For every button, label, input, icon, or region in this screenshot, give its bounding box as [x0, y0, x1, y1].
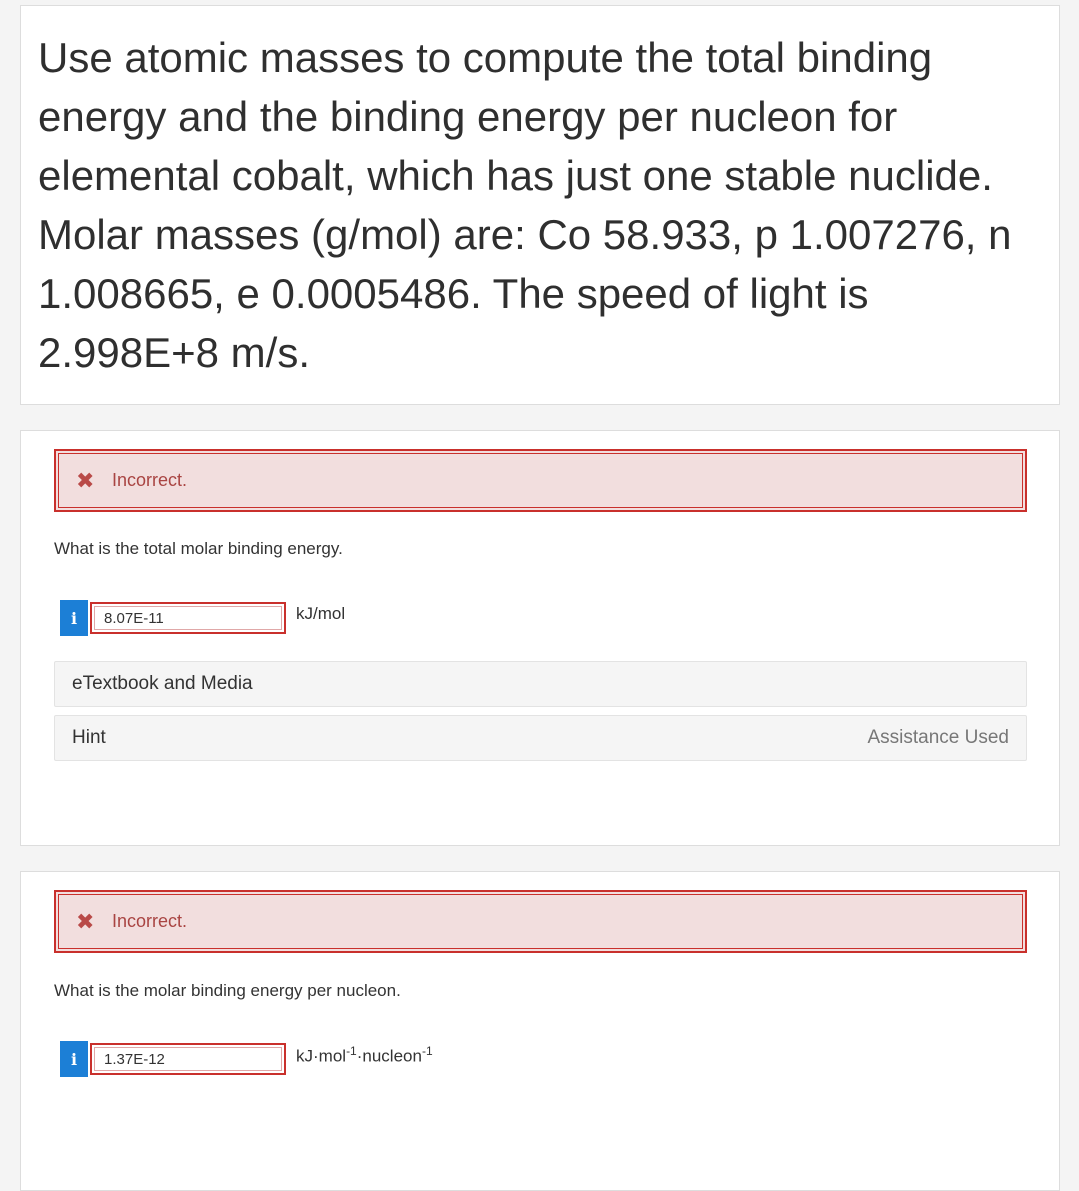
feedback-alert — [54, 890, 1027, 953]
question-prompt: What is the total molar binding energy. — [54, 539, 343, 558]
hint-panel[interactable] — [54, 715, 1027, 761]
panel-label: Hint — [72, 727, 106, 748]
answer-row — [60, 600, 345, 636]
answer-input[interactable] — [90, 1043, 286, 1075]
units-exponent: -1 — [346, 1043, 357, 1058]
units-part: ·nucleon — [356, 1046, 422, 1066]
units-label: kJ/mol — [296, 604, 346, 623]
assistance-used-label: Assistance Used — [867, 727, 1009, 748]
info-icon[interactable]: i — [60, 600, 88, 636]
close-x-icon: ✖ — [76, 467, 95, 493]
feedback-text: Incorrect. — [112, 911, 188, 931]
question-prompt: What is the molar binding energy per nucleon. — [54, 981, 401, 1000]
close-x-icon: ✖ — [76, 908, 95, 934]
panel-label: eTextbook and Media — [72, 673, 253, 694]
units-part: kJ·mol — [296, 1046, 347, 1066]
units-label — [296, 1044, 433, 1067]
etextbook-media-panel[interactable] — [54, 661, 1027, 707]
feedback-alert — [54, 449, 1027, 512]
units-exponent: -1 — [421, 1043, 433, 1058]
answer-input[interactable] — [90, 602, 286, 634]
part1-card — [20, 430, 1060, 846]
answer-row — [60, 1041, 433, 1077]
question-card — [20, 5, 1060, 405]
part2-card — [20, 871, 1060, 1191]
info-icon[interactable]: i — [60, 1041, 88, 1077]
feedback-text: Incorrect. — [112, 470, 188, 490]
question-text: Use atomic masses to compute the total binding energy and the binding energy per nucleon for elemental cobalt, which has just one stable nuclide. Molar masses (g/mol) are: Co 58.933, p 1.007276, n 1.008665, e 0.0005486. The speed of light is 2.998E+8 m/s. — [38, 34, 1012, 376]
